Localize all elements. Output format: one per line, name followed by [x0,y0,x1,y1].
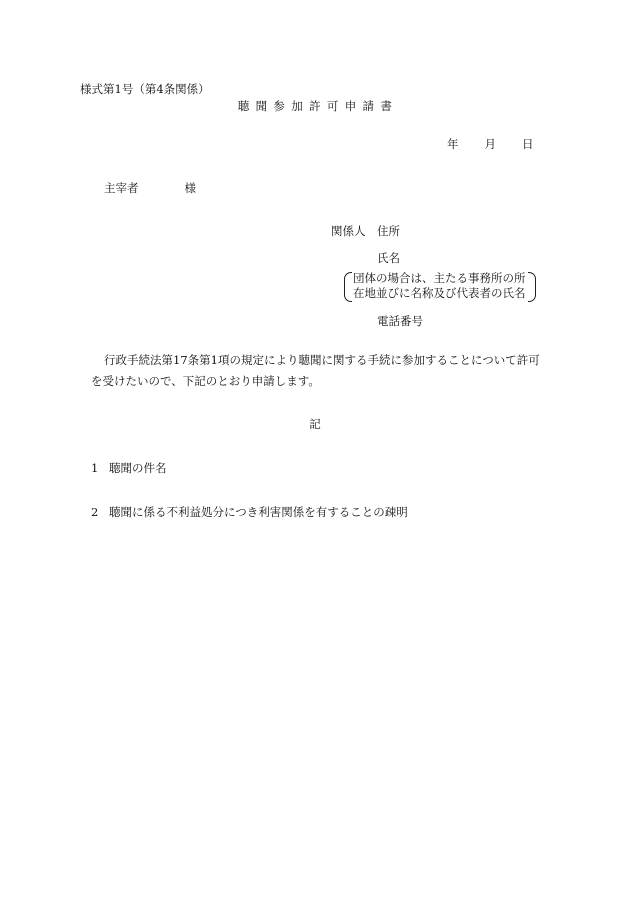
organization-note-line2: 在地並びに名称及び代表者の氏名 [353,286,526,300]
date-line [447,139,534,151]
applicant-role: 関係人 [331,224,366,238]
right-paren [528,272,536,302]
date-month: 月 [484,137,496,151]
list-item [91,463,167,475]
organization-note [344,272,536,302]
date-year: 年 [447,137,459,151]
item-text: 聴聞に係る不利益処分につき利害関係を有することの疎明 [109,505,408,519]
addressee [104,183,196,195]
body-text-line2: を受けたいので、下記のとおり申請します。 [91,374,320,388]
left-paren [344,272,352,302]
document-title: 聴聞参加許可申請書 [237,99,399,113]
item-number: 1 [91,461,99,475]
form-number: 様式第1号（第4条関係） [80,82,210,96]
item-number: 2 [91,505,99,519]
addressee-name: 主宰者 [104,181,139,195]
phone-label: 電話番号 [377,314,423,328]
organization-note-line1: 団体の場合は、主たる事務所の所 [353,271,526,285]
addressee-honorific: 様 [184,181,196,195]
address-label: 住所 [377,224,400,238]
list-item [91,507,408,519]
date-day: 日 [522,137,534,151]
ki-heading: 記 [309,417,321,431]
name-label: 氏名 [377,251,400,265]
item-text: 聴聞の件名 [109,461,167,475]
body-text-line1: 行政手続法第17条第1項の規定により聴聞に関する手続に参加することについて許可 [104,353,540,367]
